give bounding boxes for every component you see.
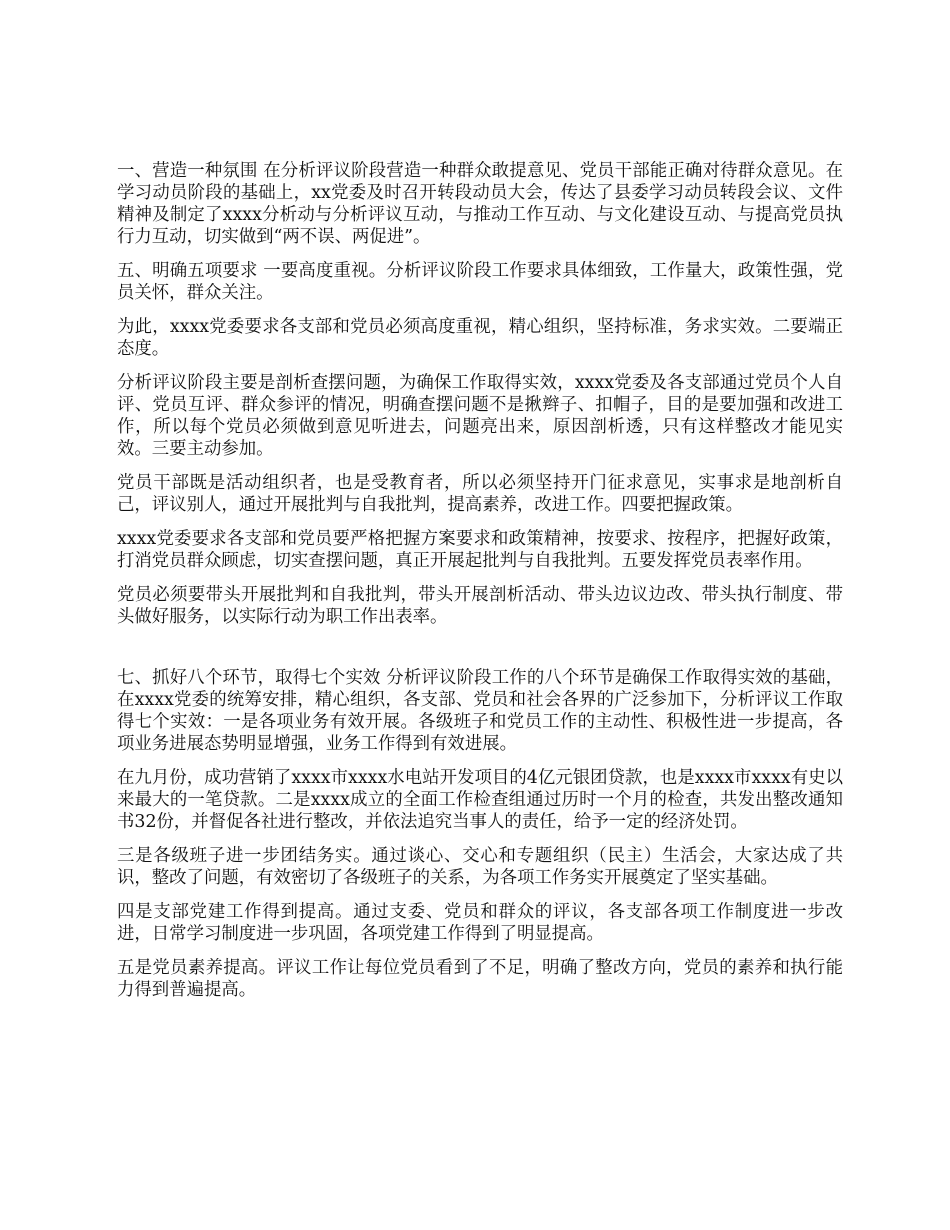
paragraph-party-building: 四是支部党建工作得到提高。通过支委、党员和群众的评议，各支部各项工作制度进一步改进，日常学习制度进一步巩固，各项党建工作得到了明显提高。 [117, 902, 843, 944]
paragraph-team-unity: 三是各级班子进一步团结务实。通过谈心、交心和专题组织（民主）生活会，大家达成了共识，整改了问题，有效密切了各级班子的关系，为各项工作务实开展奠定了坚实基础。 [117, 846, 843, 888]
document-body [117, 160, 843, 1013]
paragraph-atmosphere: 一、营造一种氛围 在分析评议阶段营造一种群众敢提意见、党员干部能正确对待群众意见。在学习动员阶段的基础上，xx党委及时召开转段动员大会，传达了县委学习动员转段会议、文件精神及制定了xxxx分析动与分析评议互动，与推动工作互动、与文化建设互动、与提高党员执行力互动，切实做到“两不误、两促进”。 [117, 161, 843, 247]
paragraph-party-example: 党员必须要带头开展批判和自我批判，带头开展剖析活动、带头边议边改、带头执行制度、带头做好服务，以实际行动为职工作出表率。 [117, 585, 843, 627]
paragraph-five-requirements: 五、明确五项要求 一要高度重视。分析评议阶段工作要求具体细致，工作量大，政策性强，党员关怀，群众关注。 [117, 261, 843, 303]
paragraph-eight-links: 七、抓好八个环节，取得七个实效 分析评议阶段工作的八个环节是确保工作取得实效的基础，在xxxx党委的统筹安排，精心组织，各支部、党员和社会各界的广泛参加下，分析评议工作取得七个实效：一是各项业务有效开展。各级班子和党员工作的主动性、积极性进一步提高，各项业务进展态势明显增强，业务工作得到有效进展。 [117, 668, 843, 754]
paragraph-cadre-role: 党员干部既是活动组织者，也是受教育者，所以必须坚持开门征求意见，实事求是地剖析自己，评议别人，通过开展批判与自我批判，提高素养，改进工作。四要把握政策。 [117, 473, 843, 515]
paragraph-analysis-stage: 分析评议阶段主要是剖析查摆问题，为确保工作取得实效，xxxx党委及各支部通过党员个人自评、党员互评、群众参评的情况，明确查摆问题不是揪辫子、扣帽子，目的是要加强和改进工作，所以每个党员必须做到意见听进去，问题亮出来，原因剖析透，只有这样整改才能见实效。三要主动参加。 [117, 373, 843, 459]
paragraph-member-quality: 五是党员素养提高。评议工作让每位党员看到了不足，明确了整改方向，党员的素养和执行能力得到普遍提高。 [117, 958, 843, 1000]
paragraph-september-loan: 在九月份，成功营销了xxxx市xxxx水电站开发项目的4亿元银团贷款，也是xxxx市xxxx有史以来最大的一笔贷款。二是xxxx成立的全面工作检查组通过历时一个月的检查，共发出整改通知书32份，并督促各社进行整改，并依法追究当事人的责任，给予一定的经济处罚。 [117, 768, 843, 832]
paragraph-high-attention: 为此，xxxx党委要求各支部和党员必须高度重视，精心组织，坚持标准，务求实效。二要端正态度。 [117, 317, 843, 359]
paragraph-policy-grasp: xxxx党委要求各支部和党员要严格把握方案要求和政策精神，按要求、按程序，把握好政策，打消党员群众顾虑，切实查摆问题，真正开展起批判与自我批判。五要发挥党员表率作用。 [117, 529, 843, 571]
